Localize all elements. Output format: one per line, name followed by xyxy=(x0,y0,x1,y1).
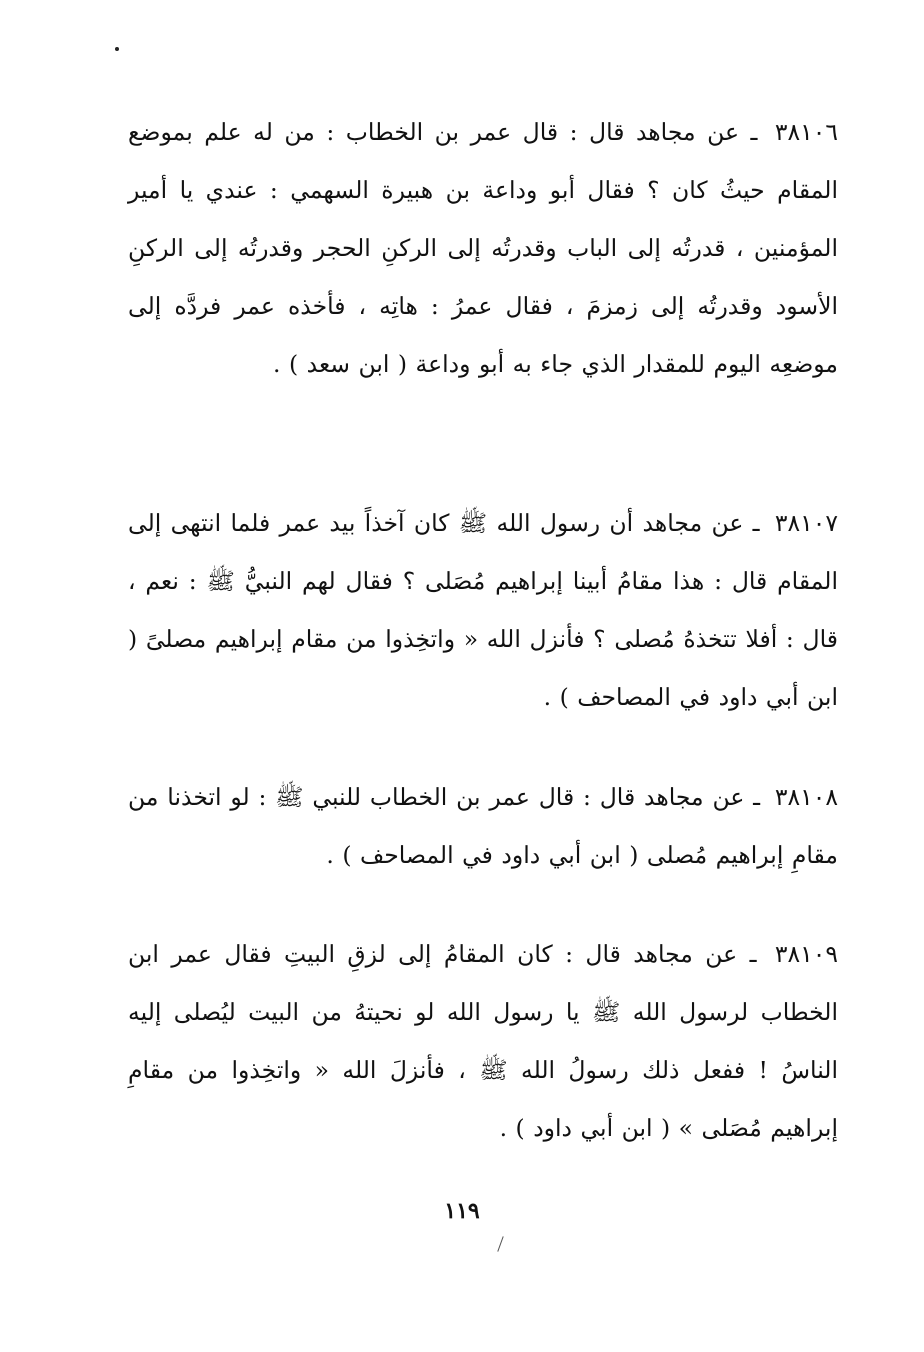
hadith-entry xyxy=(128,103,838,393)
entry-number: ٣٨١٠٨ xyxy=(774,783,838,811)
hadith-entry xyxy=(128,494,838,726)
stray-pen-mark xyxy=(497,1236,503,1251)
entry-text: ـ عن مجاهد أن رسول الله ﷺ كان آخذاً بيد عمر فلما انتهى إلى المقام قال : هذا مقامُ أبينا إبراهيم مُصَلى ؟ فقال لهم النبيُّ ﷺ : نعم ، قال : أفلا تتخذهُ مُصلى ؟ فأنزل الله « واتخِذوا من مقام إبراهيم مصلىً ( ابن أبي داود في المصاحف ) . xyxy=(128,509,838,711)
hadith-entry xyxy=(128,768,838,884)
entry-text: ـ عن مجاهد قال : قال عمر بن الخطاب للنبي ﷺ : لو اتخذنا من مقامِ إبراهيم مُصلى ( ابن أبي داود في المصاحف ) . xyxy=(128,783,838,869)
entry-text: ـ عن مجاهد قال : قال عمر بن الخطاب : من له علم بموضع المقام حيثُ كان ؟ فقال أبو وداعة بن هبيرة السهمي : عندي يا أمير المؤمنين ، قدرتُه إلى الباب وقدرتُه إلى الركنِ الحجر وقدرتُه إلى الركنِ الأسود وقدرتُه إلى زمزمَ ، فقال عمرُ : هاتِه ، فأخذه عمر فردَّه إلى موضعِه اليوم للمقدار الذي جاء به أبو وداعة ( ابن سعد ) . xyxy=(128,118,838,378)
stray-dot-mark xyxy=(115,47,119,51)
entry-number: ٣٨١٠٦ xyxy=(774,118,838,146)
page-number: ١١٩ xyxy=(444,1198,480,1224)
entry-number: ٣٨١٠٧ xyxy=(774,509,838,537)
entry-number: ٣٨١٠٩ xyxy=(774,940,838,968)
entry-text: ـ عن مجاهد قال : كان المقامُ إلى لزقِ البيتِ فقال عمر ابن الخطاب لرسول الله ﷺ يا رسول الله لو نحيتهُ من البيت ليُصلى إليه الناسُ ! ففعل ذلك رسولُ الله ﷺ ، فأنزلَ الله « واتخِذوا من مقامِ إبراهيم مُصَلى » ( ابن أبي داود ) . xyxy=(128,940,838,1142)
hadith-entry xyxy=(128,925,838,1157)
